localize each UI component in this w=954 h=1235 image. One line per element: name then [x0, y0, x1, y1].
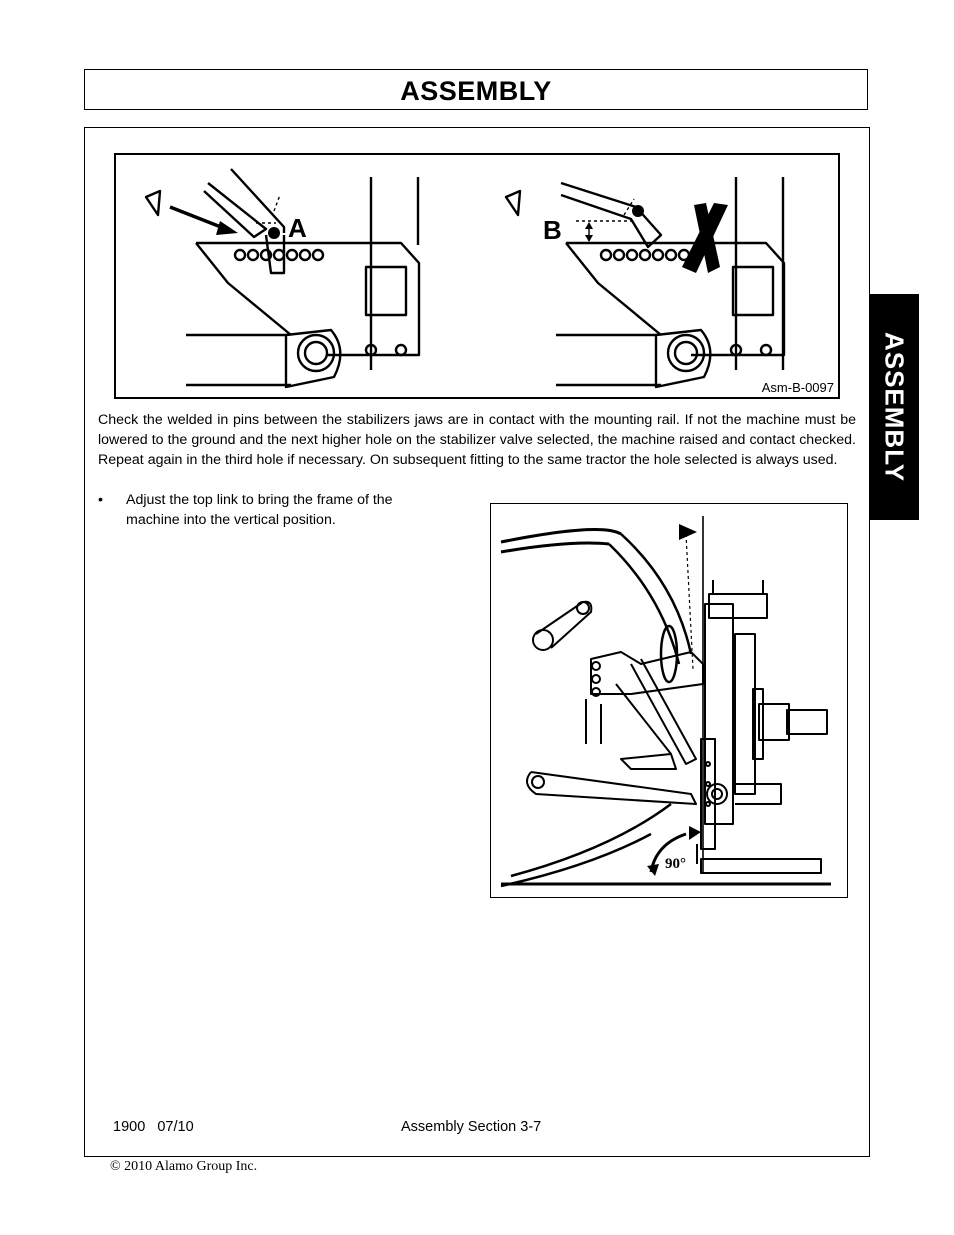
stabilizer-jaw-figure: [114, 153, 840, 399]
page-header: [84, 69, 868, 110]
footer-model-date: 1900 07/10: [113, 1119, 194, 1135]
bullet-text: Adjust the top link to bring the frame of the machine into the vertical position.: [126, 492, 393, 528]
section-side-tab: [869, 294, 919, 520]
figure-code: Asm-B-0097: [761, 380, 834, 395]
vertical-alignment-illustration: [491, 504, 846, 896]
footer-section: Assembly Section 3-7: [401, 1119, 542, 1135]
figure-label-b: B: [543, 215, 562, 245]
copyright-notice: © 2010 Alamo Group Inc.: [110, 1159, 258, 1174]
page-title: ASSEMBLY: [400, 76, 552, 106]
figure-label-a: A: [288, 213, 307, 243]
vertical-alignment-figure: [490, 503, 848, 898]
bullet-symbol: •: [98, 492, 103, 508]
stabilizer-jaw-illustration: [116, 155, 838, 397]
side-tab-label: ASSEMBLY: [879, 331, 910, 483]
angle-label: 90°: [665, 856, 686, 872]
instruction-paragraph: Check the welded in pins between the stabilizers jaws are in contact with the mounting rail. If not the machine must be lowered to the ground and the next higher hole on the stabilizer valve selected, the machine raised and contact checked. Repeat again in the third hole if necessary. On subsequent fitting to the same tractor the hole selected is always used.: [98, 412, 856, 468]
